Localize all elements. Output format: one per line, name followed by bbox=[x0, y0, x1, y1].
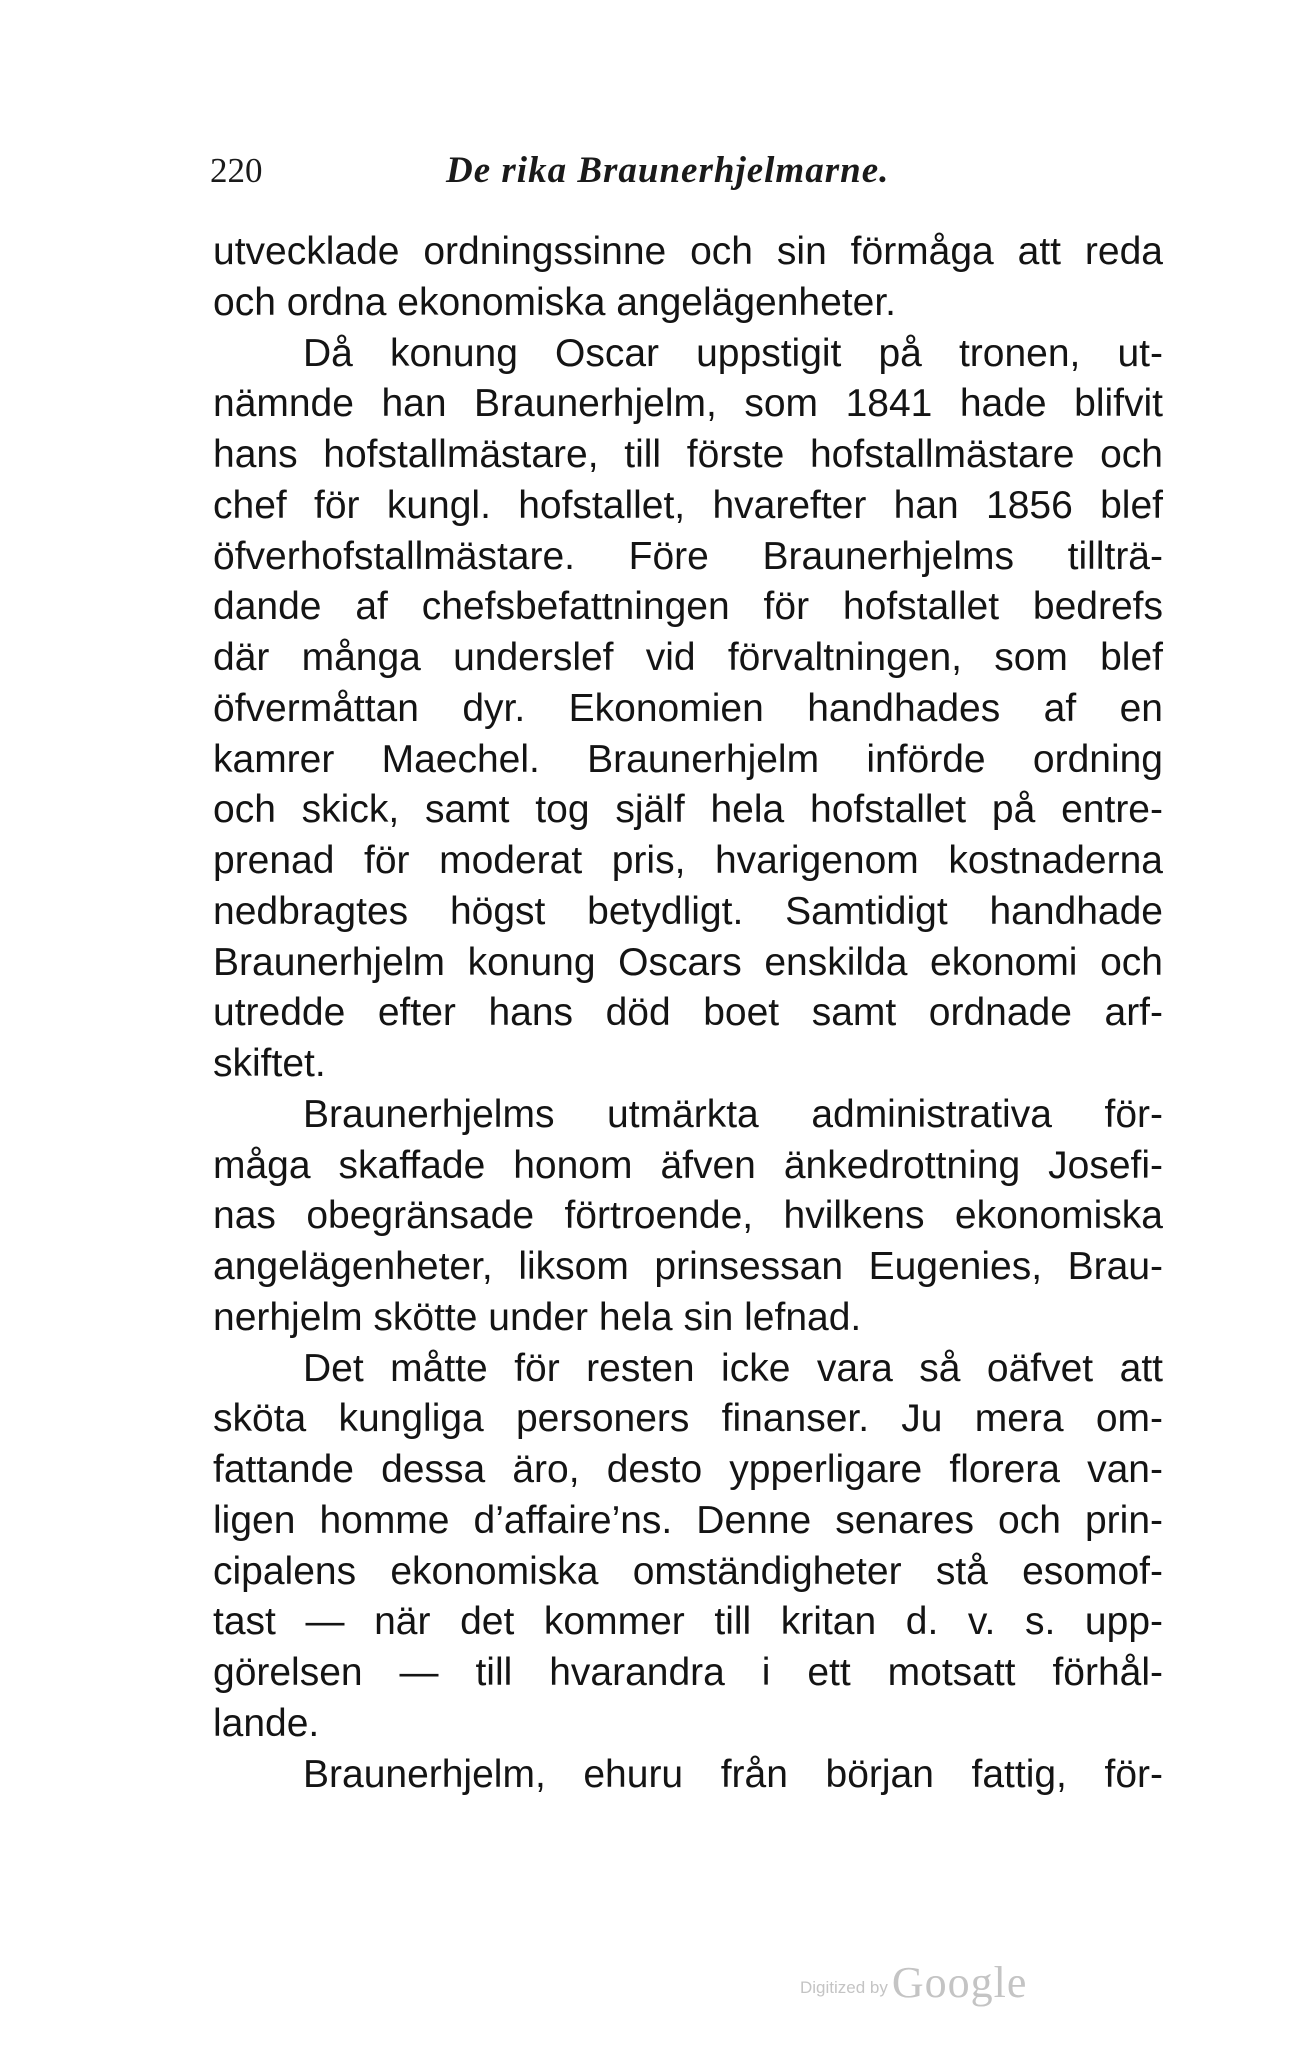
text-line: sköta kungliga personers finanser. Ju mera om- bbox=[213, 1397, 1163, 1441]
text-line: prenad för moderat pris, hvarigenom kostnaderna bbox=[213, 839, 1163, 882]
digitized-label: Digitized by bbox=[800, 1978, 888, 1997]
text-line: cipalens ekonomiska omständigheter stå esomof- bbox=[213, 1549, 1163, 1593]
text-line: nämnde han Braunerhjelm, som 1841 hade blifvit bbox=[213, 382, 1163, 426]
text-line: tast — när det kommer till kritan d. v. s. upp- bbox=[213, 1600, 1163, 1644]
google-label: Google bbox=[891, 1958, 1028, 2007]
page-header bbox=[210, 150, 1170, 210]
text-line: nas obegränsade förtroende, hvilkens ekonomiska bbox=[213, 1194, 1163, 1238]
body-text bbox=[213, 227, 1163, 1800]
text-line: skiftet. bbox=[213, 1042, 326, 1085]
paragraph-start-line: Braunerhjelm, ehuru från början fattig, för- bbox=[303, 1752, 1163, 1796]
text-line: ligen homme d’affaire’ns. Denne senares och prin- bbox=[213, 1498, 1163, 1542]
text-line: utredde efter hans död boet samt ordnade arf- bbox=[213, 991, 1163, 1035]
text-line: lande. bbox=[213, 1701, 320, 1745]
text-line: utvecklade ordningssinne och sin förmåga att reda bbox=[213, 230, 1163, 273]
running-title: De rika Braunerhjelmarne. bbox=[446, 150, 890, 191]
paragraph-start-line: Då konung Oscar uppstigit på tronen, ut- bbox=[303, 331, 1163, 375]
page-number: 220 bbox=[210, 151, 263, 190]
text-line: öfverhofstallmästare. Före Braunerhjelms tillträ- bbox=[213, 534, 1163, 578]
paragraph-start-line: Det måtte för resten icke vara så oäfvet att bbox=[303, 1346, 1163, 1390]
text-line: och ordna ekonomiska angelägenheter. bbox=[213, 280, 896, 324]
paragraph-start-line: Braunerhjelms utmärkta administrativa för- bbox=[303, 1092, 1163, 1136]
text-line: nerhjelm skötte under hela sin lefnad. bbox=[213, 1295, 862, 1339]
text-line: nedbragtes högst betydligt. Samtidigt handhade bbox=[213, 889, 1163, 933]
text-line: chef för kungl. hofstallet, hvarefter han 1856 blef bbox=[213, 483, 1163, 527]
text-line: angelägenheter, liksom prinsessan Eugenies, Brau- bbox=[213, 1245, 1163, 1288]
text-line: fattande dessa äro, desto ypperligare florera van- bbox=[213, 1448, 1163, 1491]
digitized-watermark bbox=[800, 1957, 1027, 2007]
text-line: öfvermåttan dyr. Ekonomien handhades af en bbox=[213, 686, 1163, 730]
text-line: hans hofstallmästare, till förste hofstallmästare och bbox=[213, 433, 1163, 476]
text-line: kamrer Maechel. Braunerhjelm införde ordning bbox=[213, 737, 1163, 781]
text-line: görelsen — till hvarandra i ett motsatt förhål- bbox=[213, 1651, 1163, 1694]
text-line: Braunerhjelm konung Oscars enskilda ekonomi och bbox=[213, 940, 1163, 984]
text-line: dande af chefsbefattningen för hofstallet bedrefs bbox=[213, 585, 1163, 629]
text-line: måga skaffade honom äfven änkedrottning Josefi- bbox=[213, 1143, 1163, 1187]
text-line: där många underslef vid förvaltningen, som blef bbox=[213, 636, 1163, 679]
text-line: och skick, samt tog själf hela hofstallet på entre- bbox=[213, 788, 1163, 832]
